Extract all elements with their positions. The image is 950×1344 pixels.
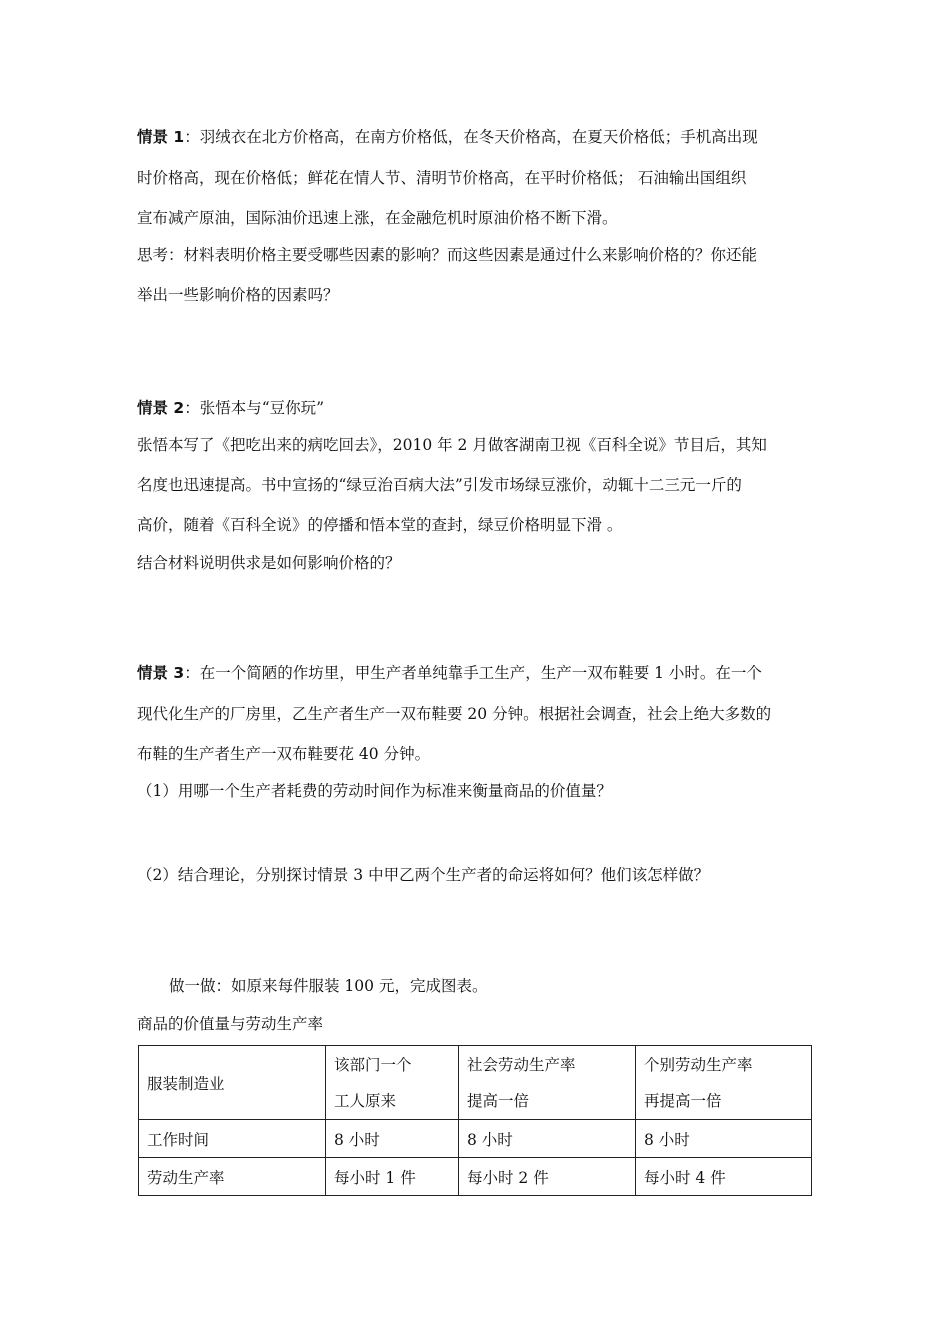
scenario3-q1: （1）用哪一个生产者耗费的劳动时间作为标准来衡量商品的价值量？ — [137, 782, 612, 800]
scenario1-line1 — [137, 126, 758, 148]
scenario2-label: 情景 2 — [137, 399, 185, 417]
table-cell: 劳动生产率 — [139, 1158, 326, 1196]
scenario3-label: 情景 3 — [137, 664, 185, 682]
scenario3-line1 — [137, 662, 762, 684]
scenario1-label: 情景 1 — [137, 128, 185, 146]
scenario3-line2: 现代化生产的厂房里，乙生产者生产一双布鞋要 20 分钟。根据社会调查，社会上绝大多数的 — [137, 705, 772, 723]
header-original-line2: 工人原来 — [334, 1091, 397, 1110]
table-cell: 工作时间 — [139, 1120, 326, 1158]
scenario3-line3: 布鞋的生产者生产一双布鞋要花 40 分钟。 — [137, 745, 431, 763]
table-title: 商品的价值量与劳动生产率 — [137, 1015, 324, 1033]
table-cell: 每小时 1 件 — [326, 1158, 459, 1196]
table-cell: 8 小时 — [459, 1120, 636, 1158]
scenario3-text1: ：在一个简陋的作坊里，甲生产者单纯靠手工生产，生产一双布鞋要 1 小时。在一个 — [184, 664, 762, 682]
scenario2-line3: 高价，随着《百科全说》的停播和悟本堂的查封，绿豆价格明显下滑 。 — [137, 516, 623, 534]
scenario3-q2: （2）结合理论，分别探讨情景 3 中甲乙两个生产者的命运将如何？他们该怎样做？ — [137, 866, 710, 884]
productivity-table — [138, 1045, 812, 1196]
header-cell-individual — [636, 1046, 812, 1120]
header-cell-social — [459, 1046, 636, 1120]
header-individual-line1: 个别劳动生产率 — [644, 1055, 753, 1074]
header-social-line1: 社会劳动生产率 — [467, 1055, 576, 1074]
scenario2-line2: 名度也迅速提高。书中宣扬的“绿豆治百病大法”引发市场绿豆涨价，动辄十二三元一斤的 — [137, 476, 742, 494]
table-cell: 每小时 2 件 — [459, 1158, 636, 1196]
header-original-line1: 该部门一个 — [334, 1055, 412, 1074]
scenario1-think1: 思考：材料表明价格主要受哪些因素的影响？而这些因素是通过什么来影响价格的？你还能 — [137, 246, 758, 264]
table-cell: 8 小时 — [636, 1120, 812, 1158]
header-social-line2: 提高一倍 — [467, 1091, 530, 1110]
header-cell-industry — [139, 1046, 326, 1120]
table-cell: 每小时 4 件 — [636, 1158, 812, 1196]
table-row — [139, 1120, 812, 1158]
scenario1-think2: 举出一些影响价格的因素吗？ — [137, 286, 339, 304]
scenario1-line3: 宣布减产原油，国际油价迅速上涨，在金融危机时原油价格不断下滑。 — [137, 209, 618, 227]
scenario2-title — [137, 397, 324, 419]
scenario1-line2: 时价格高，现在价格低；鲜花在情人节、清明节价格高，在平时价格低； 石油输出国组织 — [137, 169, 747, 187]
scenario2-question: 结合材料说明供求是如何影响价格的？ — [137, 554, 401, 572]
table-cell: 8 小时 — [326, 1120, 459, 1158]
header-industry-text: 服装制造业 — [147, 1074, 225, 1093]
scenario2-title-text: ：张悟本与“豆你玩” — [184, 399, 325, 417]
exercise-intro: 做一做：如原来每件服装 100 元，完成图表。 — [169, 977, 488, 995]
header-cell-original — [326, 1046, 459, 1120]
scenario1-text1: ：羽绒衣在北方价格高，在南方价格低，在冬天价格高，在夏天价格低；手机高出现 — [184, 128, 758, 146]
header-individual-line2: 再提高一倍 — [644, 1091, 722, 1110]
table-header-row — [139, 1046, 812, 1120]
table-row — [139, 1158, 812, 1196]
scenario2-line1: 张悟本写了《把吃出来的病吃回去》，2010 年 2 月做客湖南卫视《百科全说》节目后，其知 — [137, 436, 767, 454]
